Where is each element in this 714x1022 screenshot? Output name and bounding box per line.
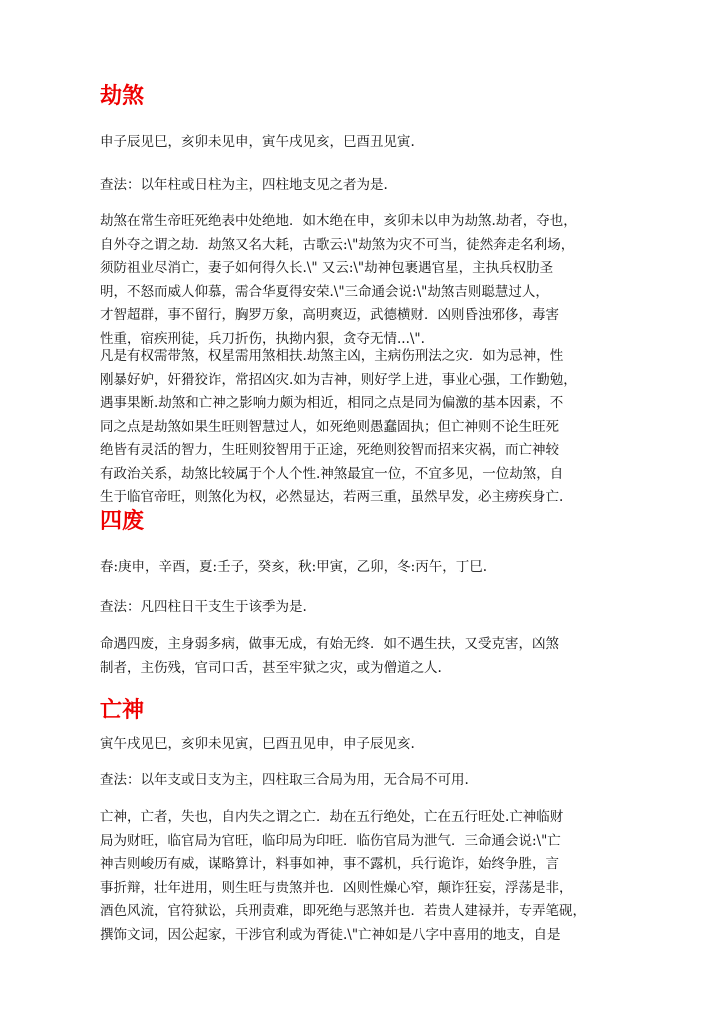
section-sifei-paragraph-1 [100, 556, 620, 580]
text-line: 撰饰文词，因公起家，干涉官利或为胥徒.\"亡神如是八字中喜用的地支，自是 [100, 926, 561, 943]
section-sifei-paragraph-2 [100, 596, 620, 620]
text-line: 命遇四废，主身弱多病，做事无成，有始无终．如不遇生扶，又受克害，凶煞 [100, 636, 559, 652]
text-line: 酒色风流，官符狱讼，兵刑责难，即死绝与恶煞并也．若贵人建禄并，专弄笔砚， [100, 903, 586, 919]
text-line: 同之点是劫煞如果生旺则智慧过人，如死绝则愚蠢固执；但亡神则不论生旺死 [100, 418, 559, 435]
text-line: 查法：以年柱或日柱为主，四柱地支见之者为是. [100, 177, 388, 193]
text-line: 有政治关系，劫煞比较属于个人个性.神煞最宜一位，不宜多见，一位劫煞，自 [100, 465, 564, 482]
text-line: 须防祖业尽消亡，妻子如何得久长.\" 又云:\"劫神包裹遇官星，主执兵权肋圣 [100, 260, 554, 276]
text-line: 遇事果断.劫煞和亡神之影响力颇为相近，相同之点是同为偏激的基本因素，不 [100, 395, 564, 411]
section-heading-sifei: 四废 [100, 509, 145, 534]
text-line: 生于临官帝旺，则煞化为权，必然显达，若两三重，虽然早发，必主痨疾身亡. [100, 489, 564, 505]
section-wangshen-paragraph-1 [100, 733, 620, 757]
text-line: 凡是有权需带煞，权星需用煞相扶.劫煞主凶，主病伤刑法之灾．如为忌神，性 [100, 348, 564, 364]
text-line: 亡神，亡者，失也，自内失之谓之亡．劫在五行绝处，亡在五行旺处.亡神临财 [100, 809, 564, 825]
text-line: 寅午戌见巳，亥卯未见寅，巳酉丑见申，申子辰见亥. [100, 736, 415, 752]
text-line: 绝皆有灵活的智力，生旺则狡智用于正途，死绝则狡智而招来灾祸，而亡神较 [100, 442, 559, 458]
text-line: 查法：凡四柱日干支生于该季为是. [100, 599, 307, 615]
text-line: 查法：以年支或日支为主，四柱取三合局为用，无合局不可用. [100, 772, 469, 788]
section-heading-wangshen: 亡神 [100, 698, 145, 723]
text-line: 性重，宿疾刑徒，兵刀折伤，执拗内狠，贪夺无情...\". [100, 330, 425, 347]
section-wangshen-paragraph-2 [100, 769, 620, 793]
section-jiesha-paragraph-1 [100, 131, 620, 155]
text-line: 才智超群，事不留行，胸罗万象，高明爽迈，武德横财．凶则昏浊邪侈，毒害 [100, 307, 559, 323]
text-line: 自外夺之谓之劫．劫煞又名大耗，古歌云:\"劫煞为灾不可当，徒然奔走名利场， [100, 236, 575, 253]
text-line: 春:庚申，辛酉，夏:壬子，癸亥，秋:甲寅，乙卯，冬:丙午，丁巳. [100, 559, 487, 575]
section-sifei-paragraph-3 [100, 633, 620, 680]
text-line: 申子辰见巳，亥卯未见申，寅午戌见亥，巳酉丑见寅. [100, 134, 415, 150]
text-line: 事折辩，壮年进用，则生旺与贵煞并也．凶则性燥心窄，颠诈狂妄，浮荡是非， [100, 879, 573, 896]
text-line: 明，不怒而威人仰慕，需合华夏得安荣.\"三命通会说:\"劫煞吉则聪慧过人， [100, 283, 549, 300]
text-line: 劫煞在常生帝旺死绝表中处绝地．如木绝在申，亥卯未以申为劫煞.劫者，夺也， [100, 213, 577, 229]
section-jiesha-paragraph-3 [100, 210, 620, 351]
text-line: 神吉则峻历有威，谋略算计，料事如神，事不露机，兵行诡诈，始终争胜，言 [100, 856, 559, 872]
section-jiesha-paragraph-2 [100, 174, 620, 198]
text-line: 局为财旺，临官局为官旺，临印局为印旺．临伤官局为泄气．三命通会说:\"亡 [100, 832, 561, 849]
section-wangshen-paragraph-3 [100, 806, 620, 947]
section-jiesha-paragraph-4 [100, 345, 620, 510]
section-heading-jiesha: 劫煞 [100, 84, 145, 109]
text-line: 制者，主伤残，官司口舌，甚至牢狱之灾，或为僧道之人. [100, 659, 442, 676]
text-line: 刚暴好妒，奸猾狡诈，常招凶灾.如为吉神，则好学上进，事业心强，工作勤勉， [100, 371, 577, 388]
